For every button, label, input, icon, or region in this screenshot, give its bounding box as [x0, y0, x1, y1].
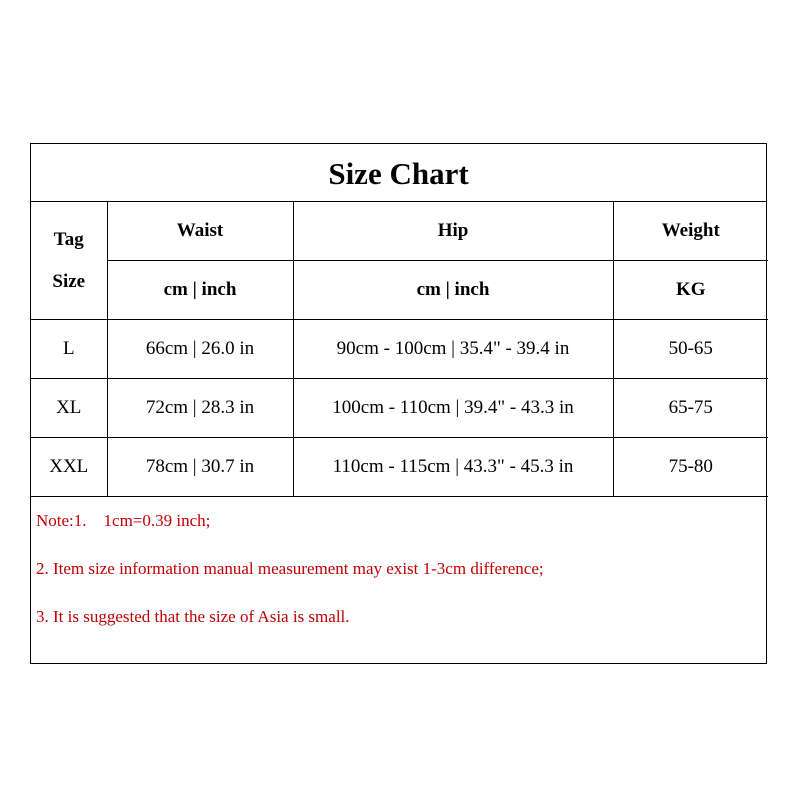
size-cell: XL — [31, 379, 107, 438]
note-1: Note:1. 1cm=0.39 inch; — [36, 511, 211, 530]
tag-size-header — [31, 202, 107, 320]
hip-unit: cm | inch — [293, 261, 613, 320]
notes-section — [31, 497, 766, 641]
note-2: 2. Item size information manual measurement may exist 1-3cm difference; — [36, 559, 544, 578]
header-row — [31, 202, 768, 261]
size-cell: XXL — [31, 438, 107, 497]
tag-label: Tag — [53, 228, 84, 250]
table-row — [31, 379, 768, 438]
weight-cell: 75-80 — [613, 438, 768, 497]
waist-cell: 66cm | 26.0 in — [107, 320, 293, 379]
waist-cell: 72cm | 28.3 in — [107, 379, 293, 438]
size-label: Size — [52, 270, 86, 292]
hip-header: Hip — [293, 202, 613, 261]
note-3: 3. It is suggested that the size of Asia is small. — [36, 607, 350, 626]
hip-cell: 100cm - 110cm | 39.4" - 43.3 in — [293, 379, 613, 438]
weight-cell: 50-65 — [613, 320, 768, 379]
weight-cell: 65-75 — [613, 379, 768, 438]
size-table — [31, 202, 768, 497]
size-chart — [30, 143, 767, 664]
waist-header: Waist — [107, 202, 293, 261]
weight-unit: KG — [613, 261, 768, 320]
unit-row — [31, 261, 768, 320]
hip-cell: 90cm - 100cm | 35.4" - 39.4 in — [293, 320, 613, 379]
waist-cell: 78cm | 30.7 in — [107, 438, 293, 497]
table-row — [31, 320, 768, 379]
hip-cell: 110cm - 115cm | 43.3" - 45.3 in — [293, 438, 613, 497]
table-row — [31, 438, 768, 497]
weight-header: Weight — [613, 202, 768, 261]
size-cell: L — [31, 320, 107, 379]
waist-unit: cm | inch — [107, 261, 293, 320]
chart-title: Size Chart — [31, 144, 766, 202]
